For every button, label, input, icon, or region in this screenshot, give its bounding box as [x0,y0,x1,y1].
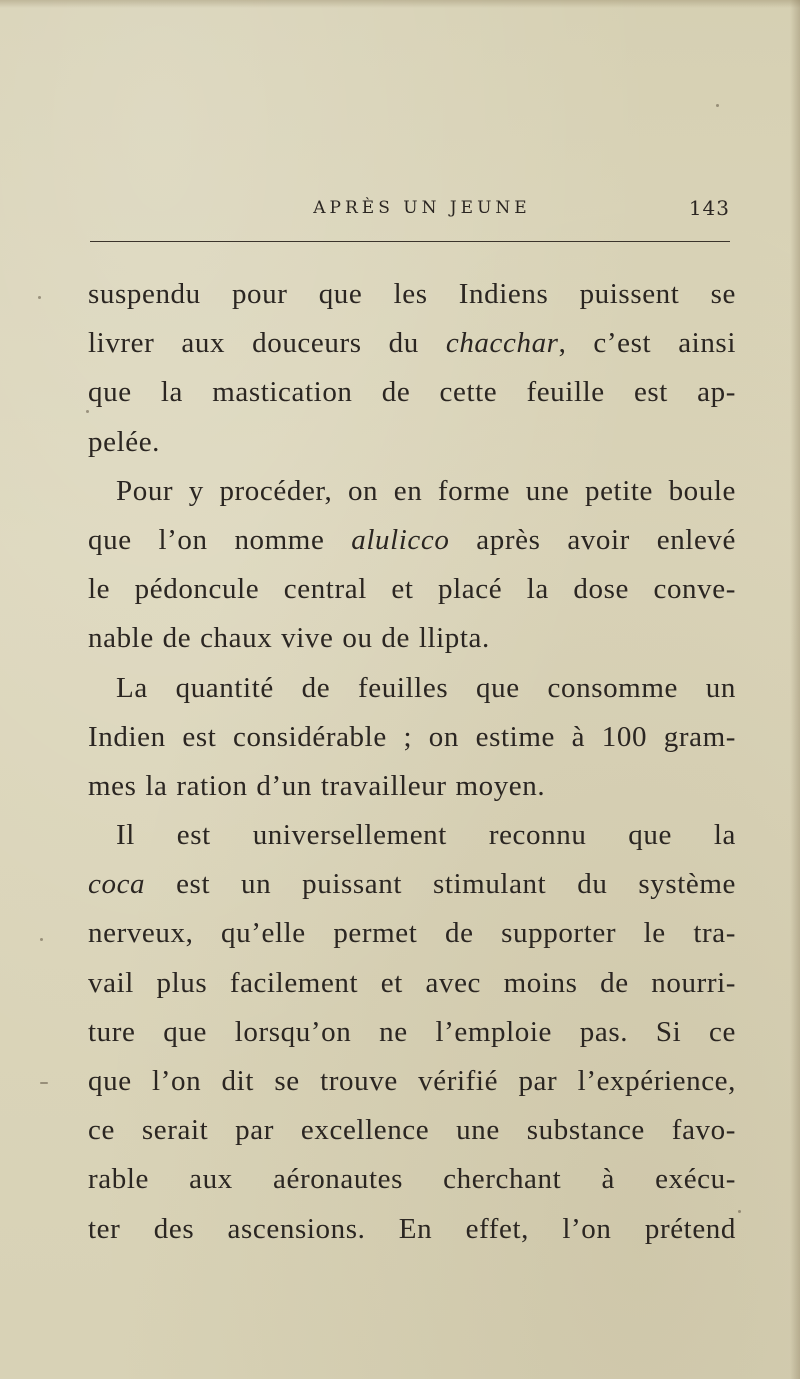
paper-speck [716,104,719,107]
text-line: que l’on dit se trouve vérifié par l’expérience, [88,1065,736,1097]
text-line: ter des ascensions. En effet, l’on prétend [88,1212,736,1245]
page-top-edge [0,0,800,8]
text-line: suspendu pour que les Indiens puissent se [88,278,736,310]
running-title: APRÈS UN JEUNE [313,198,531,218]
text-line: le pédoncule central et placé la dose conve- [88,573,736,606]
text-line: que l’on nomme alulicco après avoir enlevé [88,523,737,556]
text-line: que la mastication de cette feuille est ap- [88,376,736,409]
text-line: pelée. [88,425,161,458]
paper-speck [738,1210,741,1213]
paper-speck [38,296,41,299]
text-line: ture que lorsqu’on ne l’emploie pas. Si ce [88,1015,736,1048]
paper-speck [86,410,89,413]
text-line: nerveux, qu’elle permet de supporter le tra- [88,917,736,950]
text-line: ce serait par excellence une substance favo- [88,1114,736,1147]
text-line: Indien est considérable ; on estime à 100 gram- [88,720,736,753]
italic-term: coca [88,868,146,901]
page-right-edge [790,0,800,1379]
italic-term: chacchar [445,327,559,360]
italic-term: alulicco [351,523,450,556]
body-text [88,270,736,1254]
text-line: Il est universellement reconnu que la [116,819,736,852]
header-rule [90,241,730,242]
paper-speck [40,938,43,941]
text-line: coca est un puissant stimulant du système [88,868,736,901]
text-line: rable aux aéronautes cherchant à exécu- [88,1163,736,1196]
text-line: livrer aux douceurs du chacchar, c’est ainsi [88,327,736,360]
text-line: nable de chaux vive ou de llipta. [88,622,490,655]
text-line: mes la ration d’un travailleur moyen. [88,769,546,802]
paper-speck [40,1082,48,1084]
running-head [88,194,736,224]
text-line: Pour y procéder, on en forme une petite boule [116,474,736,507]
text-line: La quantité de feuilles que consomme un [116,671,736,704]
page-number: 143 [688,196,730,220]
text-line: vail plus facilement et avec moins de nourri- [88,966,736,999]
